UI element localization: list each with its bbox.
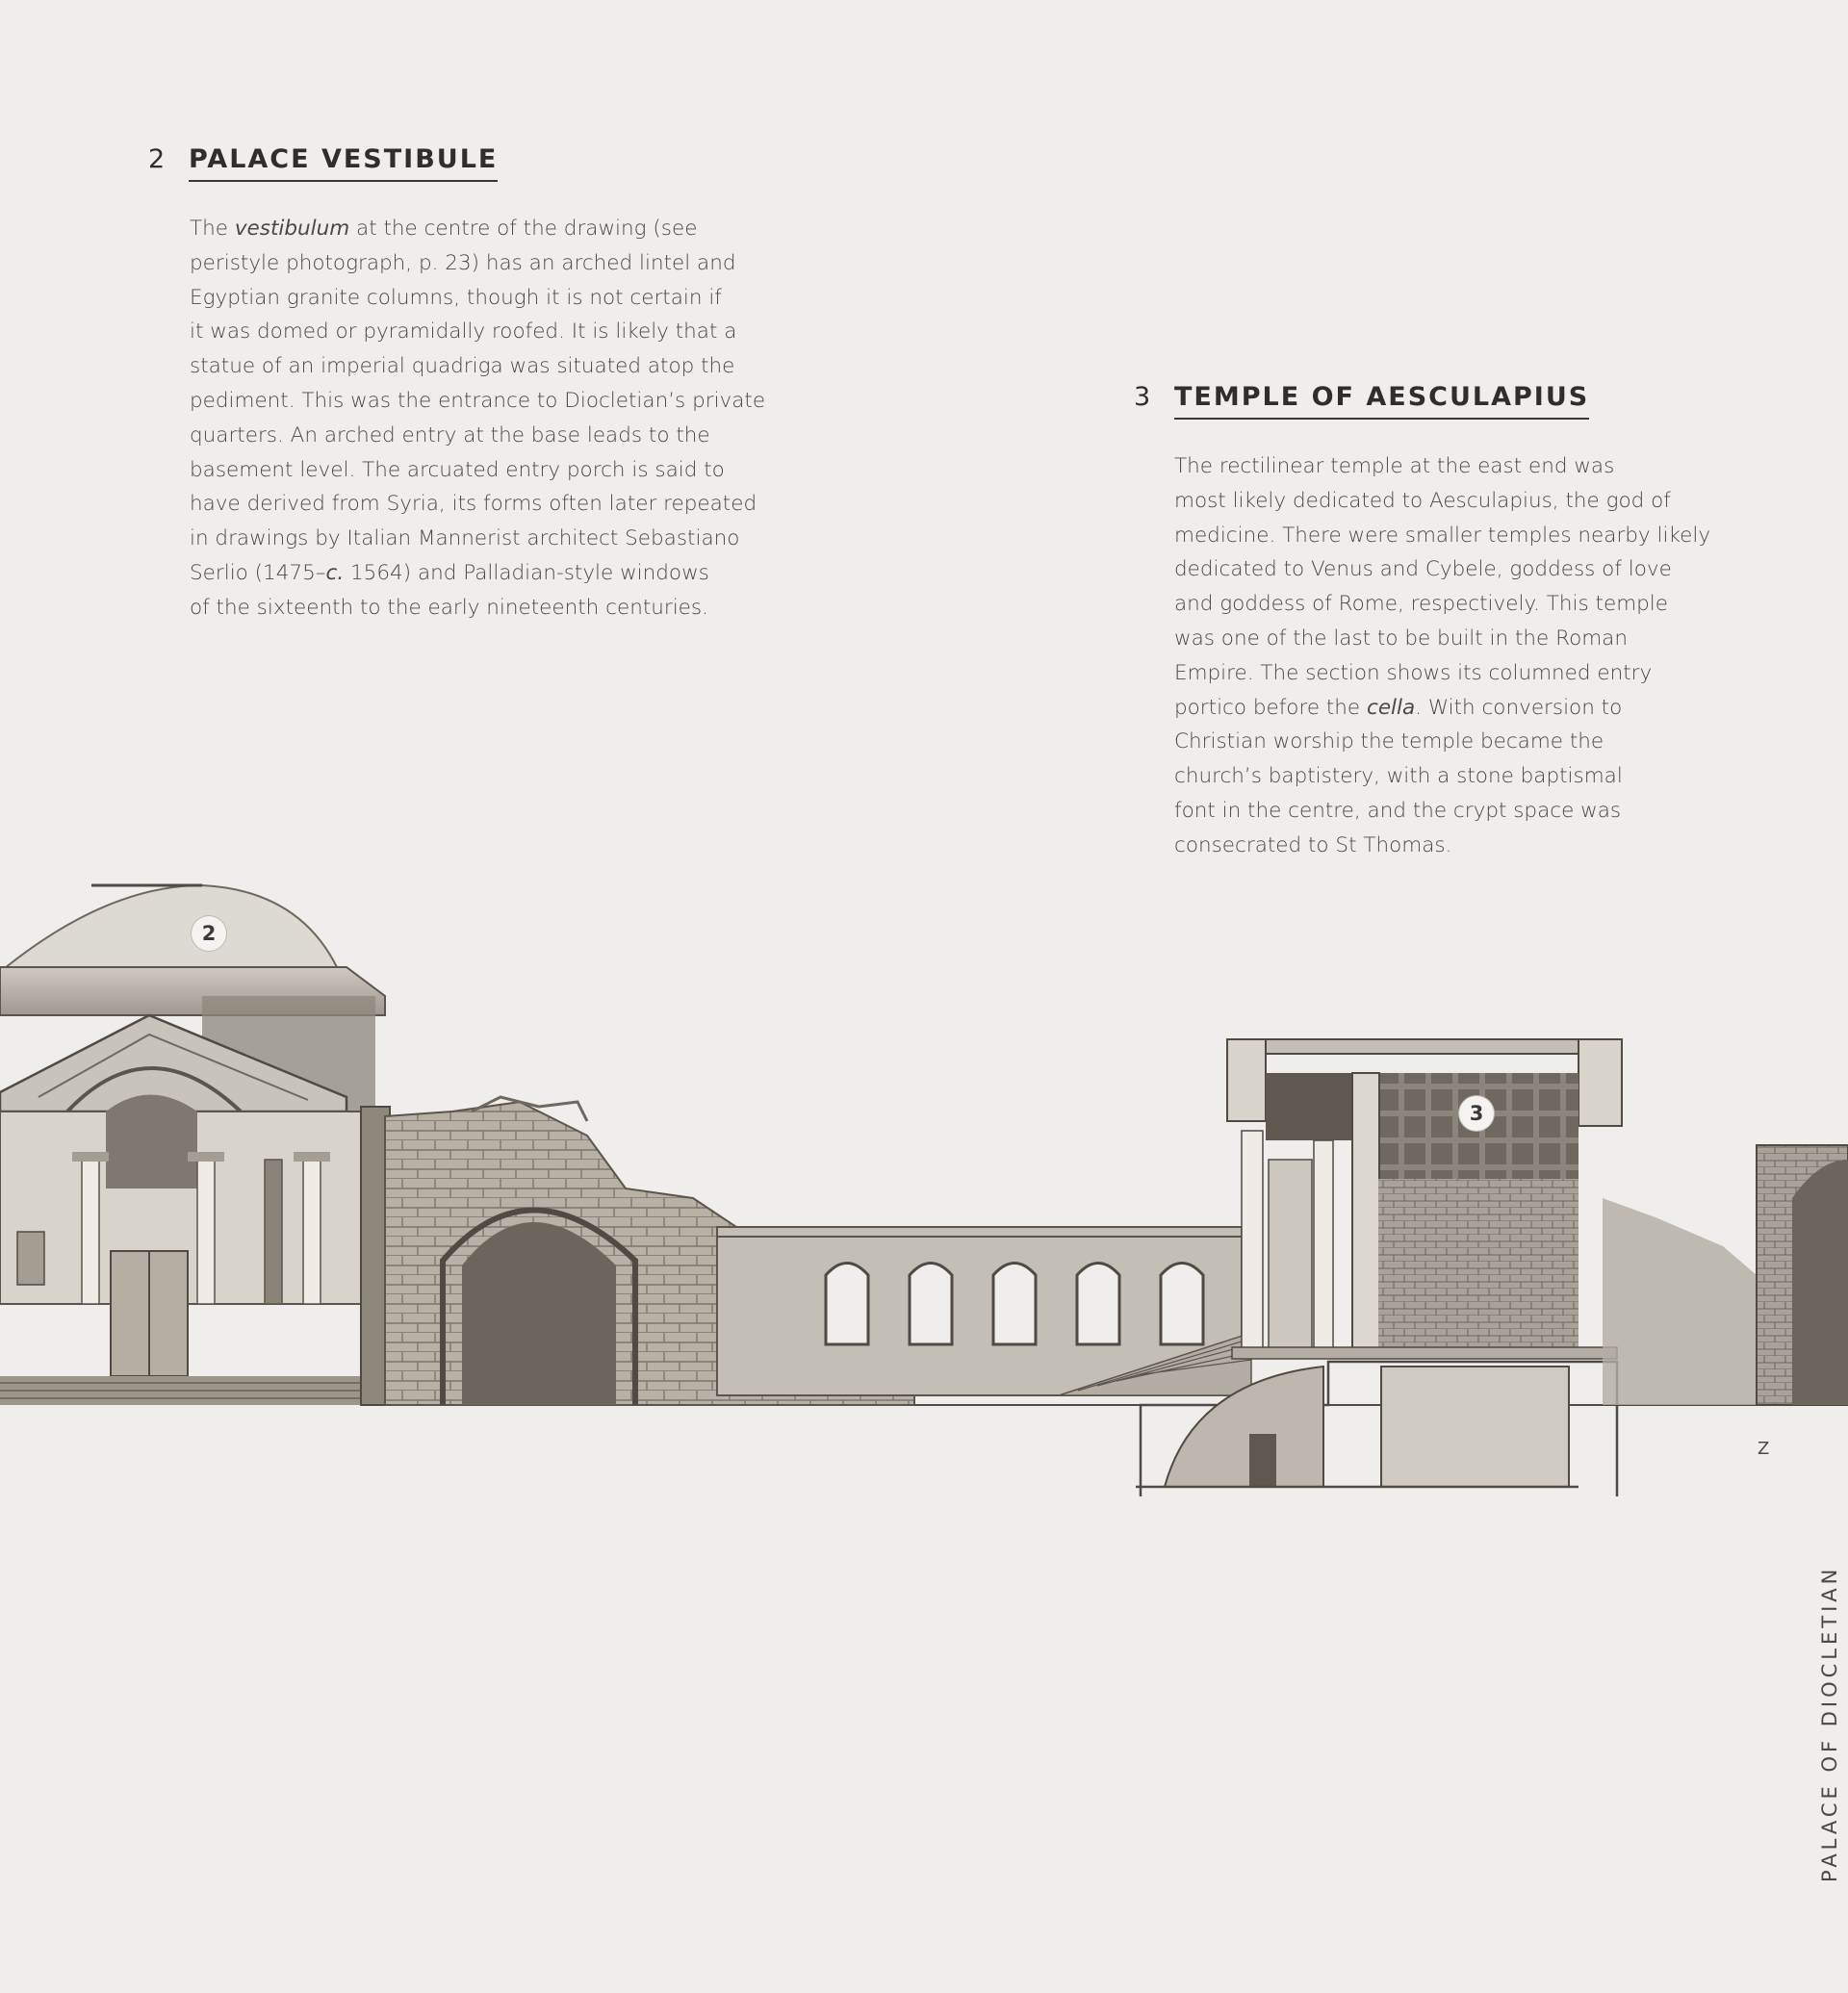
- temple-marker: 3: [1459, 1096, 1494, 1131]
- body-line: [1174, 519, 1710, 553]
- body-line: [1174, 794, 1710, 829]
- line-text: . With conversion to: [1415, 695, 1623, 720]
- line-text: at the centre of the drawing (see: [349, 217, 698, 241]
- line-text: 1564) and Palladian-style windows: [344, 560, 709, 585]
- body-line: [190, 315, 765, 349]
- body-line: [190, 453, 765, 488]
- line-text: Serlio (1475–: [190, 560, 326, 585]
- line-text: Christian worship the temple became the: [1174, 729, 1604, 754]
- body-line: [190, 522, 765, 556]
- line-text: and goddess of Rome, respectively. This temple: [1174, 592, 1668, 617]
- section-body-palace-vestibule: [190, 212, 765, 626]
- section-body-temple-aesculapius: [1174, 449, 1710, 863]
- running-title: PALACE OF DIOCLETIAN: [1818, 1565, 1841, 1882]
- vestibule-marker: 2: [192, 916, 226, 951]
- section-number: 2: [148, 144, 167, 174]
- section-heading-palace-vestibule: [148, 144, 498, 182]
- line-text: pediment. This was the entrance to Diocletian’s private: [190, 388, 766, 413]
- body-line: [1174, 552, 1710, 587]
- body-line: [1174, 829, 1710, 863]
- palace-vestibule-drawing: [0, 885, 390, 1405]
- line-text: quarters. An arched entry at the base leads to the: [190, 422, 710, 447]
- line-text: Egyptian granite columns, though it is not certain if: [190, 285, 722, 310]
- body-line: [190, 591, 765, 626]
- line-text: have derived from Syria, its forms often later repeated: [190, 492, 757, 517]
- body-line: [1174, 691, 1710, 726]
- italic-term: cella: [1367, 695, 1416, 720]
- line-text: of the sixteenth to the early nineteenth centuries.: [190, 595, 708, 620]
- body-line: [1174, 622, 1710, 656]
- compass-label: Z: [1758, 1439, 1770, 1459]
- body-line: [1174, 449, 1710, 484]
- body-line: [1174, 759, 1710, 794]
- section-title: PALACE VESTIBULE: [189, 144, 498, 182]
- body-line: [190, 556, 765, 591]
- line-text: was one of the last to be built in the Roman: [1174, 626, 1628, 651]
- body-line: [190, 281, 765, 316]
- italic-term: c.: [325, 560, 345, 585]
- body-line: [1174, 725, 1710, 759]
- line-text: Empire. The section shows its columned entry: [1174, 660, 1653, 685]
- line-text: dedicated to Venus and Cybele, goddess of love: [1174, 557, 1672, 582]
- architectural-section-drawing: [0, 871, 1848, 1496]
- body-line: [190, 349, 765, 384]
- body-line: [190, 487, 765, 522]
- line-text: The rectilinear temple at the east end was: [1174, 454, 1615, 478]
- body-line: [190, 246, 765, 281]
- section-heading-temple-aesculapius: [1134, 382, 1589, 420]
- line-text: medicine. There were smaller temples nearby likely: [1174, 523, 1711, 548]
- line-text: church’s baptistery, with a stone baptismal: [1174, 764, 1623, 789]
- line-text: statue of an imperial quadriga was situated atop the: [190, 354, 735, 379]
- line-text: in drawings by Italian Mannerist architect Sebastiano: [190, 526, 740, 551]
- line-text: peristyle photograph, p. 23) has an arched lintel and: [190, 250, 736, 275]
- section-title: TEMPLE OF AESCULAPIUS: [1174, 382, 1589, 420]
- line-text: basement level. The arcuated entry porch is said to: [190, 457, 725, 482]
- body-line: [1174, 656, 1710, 691]
- section-number: 3: [1134, 382, 1153, 412]
- line-text: consecrated to St Thomas.: [1174, 832, 1452, 857]
- line-text: it was domed or pyramidally roofed. It is likely that a: [190, 319, 737, 345]
- line-text: portico before the: [1174, 695, 1367, 720]
- italic-term: vestibulum: [234, 217, 350, 241]
- body-line: [1174, 484, 1710, 519]
- line-text: font in the centre, and the crypt space was: [1174, 798, 1622, 823]
- body-line: [190, 419, 765, 453]
- body-line: [190, 212, 765, 246]
- body-line: [1174, 587, 1710, 622]
- body-line: [190, 384, 765, 419]
- line-text: The: [190, 217, 235, 241]
- line-text: most likely dedicated to Aesculapius, the god of: [1174, 488, 1671, 513]
- east-wall-ruin-drawing: [1603, 1145, 1848, 1405]
